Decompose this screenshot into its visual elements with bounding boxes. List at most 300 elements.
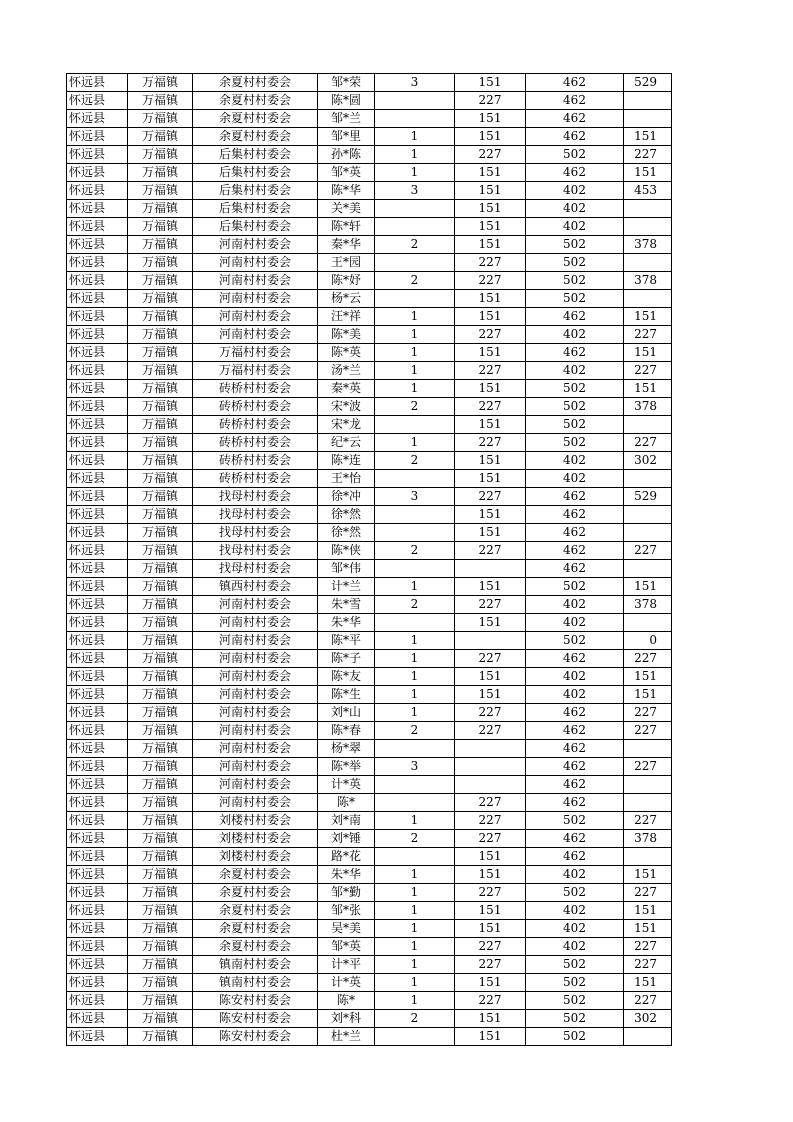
count-cell: 1 — [375, 884, 455, 902]
total-cell: 227 — [624, 362, 672, 380]
count-cell: 2 — [375, 452, 455, 470]
amount-b-cell: 502 — [526, 812, 624, 830]
count-cell: 1 — [375, 344, 455, 362]
village-committee-cell: 万福村村委会 — [193, 362, 318, 380]
person-name-cell: 王*园 — [318, 254, 375, 272]
county-cell: 怀远县 — [67, 164, 128, 182]
person-name-cell: 徐*冲 — [318, 488, 375, 506]
village-committee-cell: 河南村村委会 — [193, 776, 318, 794]
table-row — [67, 920, 672, 938]
county-cell: 怀远县 — [67, 560, 128, 578]
county-cell: 怀远县 — [67, 578, 128, 596]
town-cell: 万福镇 — [128, 866, 193, 884]
table-row — [67, 938, 672, 956]
person-name-cell: 秦*华 — [318, 236, 375, 254]
table-row — [67, 524, 672, 542]
total-cell: 151 — [624, 668, 672, 686]
village-committee-cell: 河南村村委会 — [193, 290, 318, 308]
total-cell: 227 — [624, 956, 672, 974]
village-committee-cell: 陈安村村委会 — [193, 1010, 318, 1028]
town-cell: 万福镇 — [128, 560, 193, 578]
total-cell: 227 — [624, 146, 672, 164]
town-cell: 万福镇 — [128, 776, 193, 794]
amount-b-cell: 402 — [526, 470, 624, 488]
county-cell: 怀远县 — [67, 866, 128, 884]
amount-b-cell: 502 — [526, 1010, 624, 1028]
count-cell: 1 — [375, 146, 455, 164]
total-cell: 151 — [624, 686, 672, 704]
county-cell: 怀远县 — [67, 632, 128, 650]
town-cell: 万福镇 — [128, 920, 193, 938]
amount-b-cell: 402 — [526, 902, 624, 920]
table-row — [67, 380, 672, 398]
amount-a-cell: 151 — [455, 614, 526, 632]
table-row — [67, 560, 672, 578]
county-cell: 怀远县 — [67, 146, 128, 164]
amount-b-cell: 462 — [526, 344, 624, 362]
count-cell: 2 — [375, 272, 455, 290]
town-cell: 万福镇 — [128, 506, 193, 524]
person-name-cell: 陈*举 — [318, 758, 375, 776]
total-cell: 227 — [624, 326, 672, 344]
amount-a-cell — [455, 776, 526, 794]
county-cell: 怀远县 — [67, 128, 128, 146]
amount-b-cell: 462 — [526, 308, 624, 326]
county-cell: 怀远县 — [67, 614, 128, 632]
amount-a-cell: 151 — [455, 1010, 526, 1028]
total-cell: 151 — [624, 920, 672, 938]
county-cell: 怀远县 — [67, 434, 128, 452]
town-cell: 万福镇 — [128, 614, 193, 632]
amount-a-cell: 227 — [455, 488, 526, 506]
total-cell — [624, 776, 672, 794]
table-row — [67, 92, 672, 110]
amount-b-cell: 502 — [526, 290, 624, 308]
amount-a-cell: 151 — [455, 668, 526, 686]
amount-b-cell: 462 — [526, 74, 624, 92]
person-name-cell: 陈*连 — [318, 452, 375, 470]
county-cell: 怀远县 — [67, 740, 128, 758]
amount-b-cell: 502 — [526, 398, 624, 416]
total-cell: 529 — [624, 488, 672, 506]
count-cell — [375, 470, 455, 488]
total-cell: 227 — [624, 758, 672, 776]
total-cell: 378 — [624, 398, 672, 416]
count-cell: 2 — [375, 830, 455, 848]
village-committee-cell: 河南村村委会 — [193, 794, 318, 812]
count-cell — [375, 794, 455, 812]
village-committee-cell: 河南村村委会 — [193, 272, 318, 290]
person-name-cell: 陈*英 — [318, 344, 375, 362]
amount-a-cell: 227 — [455, 704, 526, 722]
amount-a-cell: 151 — [455, 164, 526, 182]
town-cell: 万福镇 — [128, 290, 193, 308]
amount-a-cell: 227 — [455, 884, 526, 902]
table-row — [67, 272, 672, 290]
table-row — [67, 542, 672, 560]
count-cell: 1 — [375, 362, 455, 380]
village-committee-cell: 余夏村村委会 — [193, 920, 318, 938]
county-cell: 怀远县 — [67, 182, 128, 200]
count-cell: 1 — [375, 902, 455, 920]
village-committee-cell: 镇西村村委会 — [193, 578, 318, 596]
amount-a-cell: 151 — [455, 452, 526, 470]
count-cell: 2 — [375, 542, 455, 560]
village-committee-cell: 河南村村委会 — [193, 668, 318, 686]
town-cell: 万福镇 — [128, 848, 193, 866]
village-committee-cell: 河南村村委会 — [193, 614, 318, 632]
count-cell — [375, 524, 455, 542]
total-cell: 151 — [624, 344, 672, 362]
amount-a-cell: 227 — [455, 794, 526, 812]
town-cell: 万福镇 — [128, 380, 193, 398]
village-committee-cell: 后集村村委会 — [193, 218, 318, 236]
county-cell: 怀远县 — [67, 92, 128, 110]
amount-b-cell: 402 — [526, 596, 624, 614]
county-cell: 怀远县 — [67, 200, 128, 218]
town-cell: 万福镇 — [128, 272, 193, 290]
county-cell: 怀远县 — [67, 524, 128, 542]
village-committee-cell: 找母村村委会 — [193, 488, 318, 506]
county-cell: 怀远县 — [67, 272, 128, 290]
person-name-cell: 陈*春 — [318, 722, 375, 740]
table-row — [67, 74, 672, 92]
table-row — [67, 470, 672, 488]
count-cell: 2 — [375, 1010, 455, 1028]
person-name-cell: 邹*兰 — [318, 110, 375, 128]
table-row — [67, 596, 672, 614]
table-row — [67, 902, 672, 920]
table-row — [67, 506, 672, 524]
county-cell: 怀远县 — [67, 290, 128, 308]
table-row — [67, 200, 672, 218]
amount-b-cell: 462 — [526, 110, 624, 128]
amount-a-cell: 151 — [455, 920, 526, 938]
amount-b-cell: 462 — [526, 830, 624, 848]
table-row — [67, 614, 672, 632]
village-committee-cell: 后集村村委会 — [193, 146, 318, 164]
town-cell: 万福镇 — [128, 542, 193, 560]
count-cell — [375, 416, 455, 434]
person-name-cell: 陈*妤 — [318, 272, 375, 290]
table-row — [67, 398, 672, 416]
count-cell: 1 — [375, 866, 455, 884]
village-committee-cell: 砖桥村村委会 — [193, 416, 318, 434]
amount-b-cell: 402 — [526, 614, 624, 632]
amount-a-cell: 151 — [455, 110, 526, 128]
county-cell: 怀远县 — [67, 470, 128, 488]
count-cell: 2 — [375, 398, 455, 416]
county-cell: 怀远县 — [67, 938, 128, 956]
amount-a-cell: 151 — [455, 128, 526, 146]
amount-a-cell: 151 — [455, 74, 526, 92]
amount-a-cell: 151 — [455, 1028, 526, 1046]
table-body — [67, 74, 672, 1046]
town-cell: 万福镇 — [128, 668, 193, 686]
total-cell: 302 — [624, 1010, 672, 1028]
town-cell: 万福镇 — [128, 128, 193, 146]
county-cell: 怀远县 — [67, 236, 128, 254]
table-row — [67, 182, 672, 200]
total-cell: 227 — [624, 992, 672, 1010]
amount-a-cell: 151 — [455, 578, 526, 596]
county-cell: 怀远县 — [67, 722, 128, 740]
total-cell — [624, 848, 672, 866]
town-cell: 万福镇 — [128, 686, 193, 704]
total-cell: 302 — [624, 452, 672, 470]
county-cell: 怀远县 — [67, 542, 128, 560]
total-cell — [624, 416, 672, 434]
person-name-cell: 刘*科 — [318, 1010, 375, 1028]
village-committee-cell: 砖桥村村委会 — [193, 398, 318, 416]
table-row — [67, 218, 672, 236]
total-cell: 378 — [624, 596, 672, 614]
amount-a-cell — [455, 740, 526, 758]
town-cell: 万福镇 — [128, 974, 193, 992]
town-cell: 万福镇 — [128, 992, 193, 1010]
person-name-cell: 刘*锤 — [318, 830, 375, 848]
table-row — [67, 776, 672, 794]
amount-a-cell: 151 — [455, 380, 526, 398]
person-name-cell: 刘*南 — [318, 812, 375, 830]
town-cell: 万福镇 — [128, 452, 193, 470]
table-row — [67, 722, 672, 740]
town-cell: 万福镇 — [128, 416, 193, 434]
table-row — [67, 344, 672, 362]
person-name-cell: 王*怡 — [318, 470, 375, 488]
amount-b-cell: 502 — [526, 992, 624, 1010]
county-cell: 怀远县 — [67, 74, 128, 92]
amount-b-cell: 462 — [526, 542, 624, 560]
total-cell: 151 — [624, 380, 672, 398]
village-committee-cell: 余夏村村委会 — [193, 74, 318, 92]
town-cell: 万福镇 — [128, 794, 193, 812]
county-cell: 怀远县 — [67, 848, 128, 866]
person-name-cell: 孙*陈 — [318, 146, 375, 164]
town-cell: 万福镇 — [128, 524, 193, 542]
village-committee-cell: 余夏村村委会 — [193, 938, 318, 956]
count-cell — [375, 848, 455, 866]
village-committee-cell: 后集村村委会 — [193, 200, 318, 218]
person-name-cell: 汪*祥 — [318, 308, 375, 326]
amount-a-cell: 227 — [455, 992, 526, 1010]
total-cell — [624, 560, 672, 578]
total-cell — [624, 290, 672, 308]
amount-b-cell: 462 — [526, 794, 624, 812]
amount-b-cell: 462 — [526, 650, 624, 668]
count-cell — [375, 218, 455, 236]
county-cell: 怀远县 — [67, 596, 128, 614]
count-cell: 3 — [375, 488, 455, 506]
amount-a-cell: 227 — [455, 650, 526, 668]
total-cell — [624, 110, 672, 128]
town-cell: 万福镇 — [128, 740, 193, 758]
village-committee-cell: 余夏村村委会 — [193, 902, 318, 920]
person-name-cell: 陈*华 — [318, 182, 375, 200]
village-committee-cell: 余夏村村委会 — [193, 92, 318, 110]
amount-b-cell: 462 — [526, 758, 624, 776]
amount-a-cell: 151 — [455, 902, 526, 920]
count-cell — [375, 560, 455, 578]
total-cell: 151 — [624, 578, 672, 596]
town-cell: 万福镇 — [128, 938, 193, 956]
data-table — [66, 73, 672, 1046]
amount-b-cell: 462 — [526, 92, 624, 110]
person-name-cell: 邹*英 — [318, 938, 375, 956]
total-cell — [624, 794, 672, 812]
town-cell: 万福镇 — [128, 236, 193, 254]
county-cell: 怀远县 — [67, 380, 128, 398]
total-cell — [624, 470, 672, 488]
person-name-cell: 汤*兰 — [318, 362, 375, 380]
county-cell: 怀远县 — [67, 920, 128, 938]
person-name-cell: 朱*华 — [318, 866, 375, 884]
village-committee-cell: 河南村村委会 — [193, 722, 318, 740]
amount-a-cell: 151 — [455, 218, 526, 236]
person-name-cell: 陈*侠 — [318, 542, 375, 560]
person-name-cell: 计*平 — [318, 956, 375, 974]
amount-b-cell: 502 — [526, 434, 624, 452]
count-cell — [375, 506, 455, 524]
county-cell: 怀远县 — [67, 416, 128, 434]
county-cell: 怀远县 — [67, 308, 128, 326]
table-row — [67, 416, 672, 434]
table-row — [67, 704, 672, 722]
amount-a-cell: 227 — [455, 272, 526, 290]
table-row — [67, 884, 672, 902]
town-cell: 万福镇 — [128, 200, 193, 218]
person-name-cell: 陈*友 — [318, 668, 375, 686]
amount-b-cell: 502 — [526, 578, 624, 596]
town-cell: 万福镇 — [128, 218, 193, 236]
amount-b-cell: 502 — [526, 272, 624, 290]
table-row — [67, 632, 672, 650]
amount-b-cell: 462 — [526, 506, 624, 524]
village-committee-cell: 找母村村委会 — [193, 506, 318, 524]
town-cell: 万福镇 — [128, 362, 193, 380]
amount-a-cell: 227 — [455, 92, 526, 110]
county-cell: 怀远县 — [67, 974, 128, 992]
amount-b-cell: 402 — [526, 326, 624, 344]
total-cell: 227 — [624, 704, 672, 722]
person-name-cell: 徐*然 — [318, 524, 375, 542]
person-name-cell: 朱*雪 — [318, 596, 375, 614]
county-cell: 怀远县 — [67, 830, 128, 848]
person-name-cell: 邹*张 — [318, 902, 375, 920]
count-cell: 1 — [375, 992, 455, 1010]
amount-b-cell: 462 — [526, 128, 624, 146]
amount-a-cell: 227 — [455, 812, 526, 830]
amount-a-cell: 227 — [455, 830, 526, 848]
village-committee-cell: 找母村村委会 — [193, 524, 318, 542]
amount-b-cell: 502 — [526, 416, 624, 434]
person-name-cell: 杨*翠 — [318, 740, 375, 758]
table-row — [67, 290, 672, 308]
amount-b-cell: 462 — [526, 488, 624, 506]
count-cell: 1 — [375, 956, 455, 974]
town-cell: 万福镇 — [128, 254, 193, 272]
town-cell: 万福镇 — [128, 146, 193, 164]
total-cell: 151 — [624, 902, 672, 920]
amount-b-cell: 502 — [526, 632, 624, 650]
village-committee-cell: 镇南村村委会 — [193, 974, 318, 992]
town-cell: 万福镇 — [128, 182, 193, 200]
county-cell: 怀远县 — [67, 650, 128, 668]
village-committee-cell: 找母村村委会 — [193, 560, 318, 578]
count-cell: 1 — [375, 650, 455, 668]
table-row — [67, 668, 672, 686]
amount-a-cell: 227 — [455, 434, 526, 452]
total-cell: 378 — [624, 236, 672, 254]
amount-a-cell: 151 — [455, 290, 526, 308]
count-cell — [375, 614, 455, 632]
amount-b-cell: 462 — [526, 776, 624, 794]
table-row — [67, 146, 672, 164]
total-cell: 227 — [624, 812, 672, 830]
person-name-cell: 邹*伟 — [318, 560, 375, 578]
amount-a-cell: 151 — [455, 182, 526, 200]
person-name-cell: 陈* — [318, 794, 375, 812]
town-cell: 万福镇 — [128, 578, 193, 596]
amount-a-cell: 151 — [455, 848, 526, 866]
town-cell: 万福镇 — [128, 902, 193, 920]
count-cell — [375, 200, 455, 218]
amount-a-cell: 151 — [455, 524, 526, 542]
count-cell: 3 — [375, 74, 455, 92]
village-committee-cell: 砖桥村村委会 — [193, 470, 318, 488]
count-cell: 1 — [375, 308, 455, 326]
count-cell — [375, 740, 455, 758]
county-cell: 怀远县 — [67, 254, 128, 272]
village-committee-cell: 后集村村委会 — [193, 182, 318, 200]
table-row — [67, 1010, 672, 1028]
count-cell: 2 — [375, 596, 455, 614]
town-cell: 万福镇 — [128, 1028, 193, 1046]
town-cell: 万福镇 — [128, 92, 193, 110]
village-committee-cell: 河南村村委会 — [193, 758, 318, 776]
amount-b-cell: 402 — [526, 200, 624, 218]
town-cell: 万福镇 — [128, 758, 193, 776]
amount-b-cell: 502 — [526, 956, 624, 974]
amount-b-cell: 402 — [526, 920, 624, 938]
village-committee-cell: 陈安村村委会 — [193, 1028, 318, 1046]
table-row — [67, 1028, 672, 1046]
count-cell — [375, 290, 455, 308]
total-cell — [624, 506, 672, 524]
total-cell: 227 — [624, 938, 672, 956]
county-cell: 怀远县 — [67, 776, 128, 794]
town-cell: 万福镇 — [128, 344, 193, 362]
count-cell — [375, 110, 455, 128]
table-row — [67, 326, 672, 344]
town-cell: 万福镇 — [128, 812, 193, 830]
total-cell: 151 — [624, 866, 672, 884]
village-committee-cell: 万福村村委会 — [193, 344, 318, 362]
count-cell — [375, 92, 455, 110]
count-cell — [375, 776, 455, 794]
amount-b-cell: 502 — [526, 254, 624, 272]
total-cell — [624, 92, 672, 110]
village-committee-cell: 砖桥村村委会 — [193, 434, 318, 452]
person-name-cell: 陈*生 — [318, 686, 375, 704]
person-name-cell: 邹*英 — [318, 164, 375, 182]
total-cell: 151 — [624, 164, 672, 182]
town-cell: 万福镇 — [128, 650, 193, 668]
town-cell: 万福镇 — [128, 398, 193, 416]
county-cell: 怀远县 — [67, 506, 128, 524]
village-committee-cell: 砖桥村村委会 — [193, 380, 318, 398]
count-cell: 1 — [375, 974, 455, 992]
